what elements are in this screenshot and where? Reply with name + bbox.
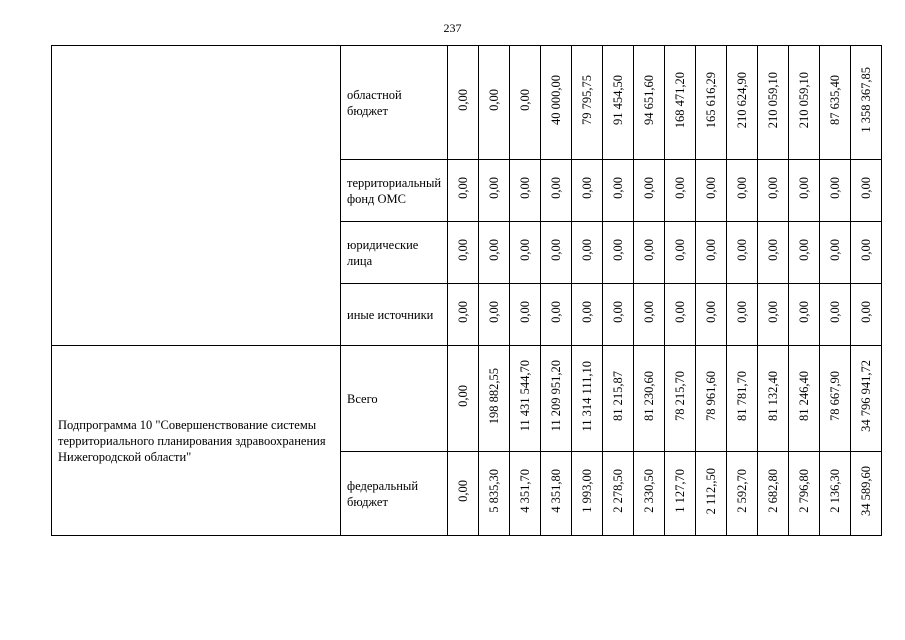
value-cell <box>696 46 727 160</box>
value-cell <box>634 160 665 222</box>
value-cell <box>448 452 479 536</box>
value-cell <box>789 222 820 284</box>
value-cell <box>665 46 696 160</box>
value-text: 0,00 <box>766 177 781 199</box>
value-text: 0,00 <box>456 177 471 199</box>
value-cell <box>572 160 603 222</box>
page-number: 237 <box>443 21 462 35</box>
value-text: 168 471,20 <box>673 71 688 129</box>
value-text: 0,00 <box>797 177 812 199</box>
value-text: 81 215,87 <box>611 371 626 421</box>
table-body <box>52 46 882 536</box>
value-text: 0,00 <box>859 301 874 323</box>
value-cell <box>510 346 541 452</box>
value-cell <box>603 452 634 536</box>
value-cell <box>696 222 727 284</box>
value-text: 0,00 <box>766 239 781 261</box>
value-text: 4 351,70 <box>518 469 533 513</box>
value-text: 0,00 <box>766 301 781 323</box>
value-cell <box>789 46 820 160</box>
table-row <box>52 346 882 452</box>
value-text: 0,00 <box>456 385 471 407</box>
value-text: 0,00 <box>797 301 812 323</box>
value-text: 0,00 <box>704 177 719 199</box>
source-label: областной бюджет <box>341 46 448 160</box>
value-text: 2 330,50 <box>642 469 657 513</box>
value-text: 81 781,70 <box>735 371 750 421</box>
value-text: 81 246,40 <box>797 371 812 421</box>
value-cell <box>789 452 820 536</box>
value-cell <box>572 284 603 346</box>
value-text: 0,00 <box>549 239 564 261</box>
value-text: 0,00 <box>487 301 502 323</box>
value-cell <box>789 346 820 452</box>
value-text: 1 358 367,85 <box>859 67 874 133</box>
value-cell <box>727 46 758 160</box>
value-cell <box>479 46 510 160</box>
value-cell <box>510 284 541 346</box>
value-text: 81 230,60 <box>642 371 657 421</box>
value-cell <box>479 284 510 346</box>
value-cell <box>510 46 541 160</box>
value-text: 0,00 <box>859 239 874 261</box>
value-text: 1 993,00 <box>580 469 595 513</box>
value-cell <box>448 222 479 284</box>
value-text: 0,00 <box>673 239 688 261</box>
value-text: 0,00 <box>642 177 657 199</box>
value-cell <box>603 284 634 346</box>
value-text: 2 136,30 <box>828 469 843 513</box>
value-cell <box>634 222 665 284</box>
table-row <box>52 46 882 160</box>
value-cell <box>479 346 510 452</box>
value-cell <box>665 284 696 346</box>
value-cell <box>634 346 665 452</box>
value-text: 0,00 <box>580 301 595 323</box>
value-cell <box>851 160 882 222</box>
value-text: 0,00 <box>611 301 626 323</box>
value-text: 0,00 <box>487 177 502 199</box>
value-cell <box>820 222 851 284</box>
value-cell <box>820 346 851 452</box>
value-text: 11 431 544,70 <box>518 360 533 432</box>
value-cell <box>448 346 479 452</box>
value-cell <box>603 346 634 452</box>
value-text: 0,00 <box>518 239 533 261</box>
value-cell <box>696 160 727 222</box>
value-text: 79 795,75 <box>580 75 595 125</box>
value-cell <box>572 346 603 452</box>
value-cell <box>665 452 696 536</box>
value-text: 91 454,50 <box>611 75 626 125</box>
value-text: 0,00 <box>456 89 471 111</box>
value-text: 4 351,80 <box>549 469 564 513</box>
value-text: 2 796,80 <box>797 469 812 513</box>
value-cell <box>541 160 572 222</box>
value-cell <box>665 346 696 452</box>
value-text: 210 059,10 <box>766 71 781 129</box>
value-cell <box>851 452 882 536</box>
value-cell <box>665 160 696 222</box>
value-cell <box>727 222 758 284</box>
value-cell <box>727 346 758 452</box>
value-text: 198 882,55 <box>487 367 502 425</box>
value-cell <box>758 284 789 346</box>
value-cell <box>510 160 541 222</box>
value-cell <box>851 346 882 452</box>
source-label: территориальный фонд ОМС <box>341 160 448 222</box>
value-text: 11 209 951,20 <box>549 360 564 432</box>
value-text: 0,00 <box>580 239 595 261</box>
value-cell <box>541 46 572 160</box>
value-text: 34 589,60 <box>859 466 874 516</box>
value-cell <box>696 452 727 536</box>
value-text: 1 127,70 <box>673 469 688 513</box>
source-label: Всего <box>341 346 448 452</box>
value-text: 0,00 <box>642 239 657 261</box>
value-cell <box>479 222 510 284</box>
value-cell <box>820 46 851 160</box>
value-text: 40 000,00 <box>549 75 564 125</box>
value-cell <box>696 284 727 346</box>
value-cell <box>541 346 572 452</box>
value-cell <box>572 452 603 536</box>
value-text: 78 667,90 <box>828 371 843 421</box>
value-text: 78 961,60 <box>704 371 719 421</box>
value-text: 0,00 <box>549 301 564 323</box>
value-cell <box>603 222 634 284</box>
source-label: иные источники <box>341 284 448 346</box>
value-text: 0,00 <box>673 301 688 323</box>
value-cell <box>851 46 882 160</box>
value-text: 0,00 <box>642 301 657 323</box>
program-label: Подпрограмма 10 "Совершенствование системы территориального планирования здравоохранения Нижегородской области" <box>52 346 341 536</box>
value-text: 0,00 <box>487 89 502 111</box>
empty-program-cell <box>52 46 341 346</box>
value-cell <box>541 452 572 536</box>
value-text: 0,00 <box>735 301 750 323</box>
value-text: 0,00 <box>456 301 471 323</box>
value-text: 0,00 <box>487 239 502 261</box>
value-cell <box>448 284 479 346</box>
value-cell <box>665 222 696 284</box>
value-text: 0,00 <box>704 239 719 261</box>
value-text: 0,00 <box>580 177 595 199</box>
value-text: 34 796 941,72 <box>859 360 874 432</box>
value-cell <box>820 452 851 536</box>
value-text: 210 624,90 <box>735 71 750 129</box>
value-cell <box>758 160 789 222</box>
value-text: 0,00 <box>611 239 626 261</box>
source-label: федеральный бюджет <box>341 452 448 536</box>
value-text: 0,00 <box>456 480 471 502</box>
value-cell <box>851 222 882 284</box>
value-cell <box>727 160 758 222</box>
value-text: 210 059,10 <box>797 71 812 129</box>
value-text: 0,00 <box>735 177 750 199</box>
value-text: 87 635,40 <box>828 75 843 125</box>
value-cell <box>541 222 572 284</box>
value-cell <box>603 46 634 160</box>
source-label: юридические лица <box>341 222 448 284</box>
value-cell <box>479 160 510 222</box>
value-text: 0,00 <box>456 239 471 261</box>
value-text: 0,00 <box>518 89 533 111</box>
value-text: 0,00 <box>704 301 719 323</box>
value-text: 0,00 <box>797 239 812 261</box>
value-text: 81 132,40 <box>766 371 781 421</box>
value-cell <box>572 46 603 160</box>
value-text: 0,00 <box>828 301 843 323</box>
value-cell <box>789 160 820 222</box>
value-cell <box>634 284 665 346</box>
value-cell <box>758 452 789 536</box>
value-cell <box>634 452 665 536</box>
value-text: 0,00 <box>549 177 564 199</box>
value-cell <box>758 222 789 284</box>
value-cell <box>572 222 603 284</box>
value-text: 0,00 <box>673 177 688 199</box>
value-cell <box>820 284 851 346</box>
value-text: 2 112,,50 <box>704 467 719 515</box>
value-cell <box>510 452 541 536</box>
value-text: 0,00 <box>735 239 750 261</box>
value-text: 11 314 111,10 <box>580 360 595 432</box>
value-text: 165 616,29 <box>704 71 719 129</box>
value-cell <box>634 46 665 160</box>
value-text: 0,00 <box>828 239 843 261</box>
value-cell <box>479 452 510 536</box>
value-text: 78 215,70 <box>673 371 688 421</box>
value-cell <box>541 284 572 346</box>
value-cell <box>448 46 479 160</box>
value-text: 0,00 <box>611 177 626 199</box>
value-cell <box>820 160 851 222</box>
value-text: 0,00 <box>828 177 843 199</box>
budget-table <box>51 45 882 536</box>
value-cell <box>696 346 727 452</box>
value-text: 0,00 <box>518 301 533 323</box>
value-cell <box>789 284 820 346</box>
value-text: 2 592,70 <box>735 469 750 513</box>
value-text: 94 651,60 <box>642 75 657 125</box>
value-cell <box>510 222 541 284</box>
value-text: 0,00 <box>859 177 874 199</box>
value-cell <box>603 160 634 222</box>
value-text: 5 835,30 <box>487 469 502 513</box>
value-text: 2 278,50 <box>611 469 626 513</box>
value-cell <box>727 452 758 536</box>
value-cell <box>727 284 758 346</box>
value-cell <box>851 284 882 346</box>
value-text: 0,00 <box>518 177 533 199</box>
value-cell <box>448 160 479 222</box>
value-text: 2 682,80 <box>766 469 781 513</box>
value-cell <box>758 346 789 452</box>
value-cell <box>758 46 789 160</box>
